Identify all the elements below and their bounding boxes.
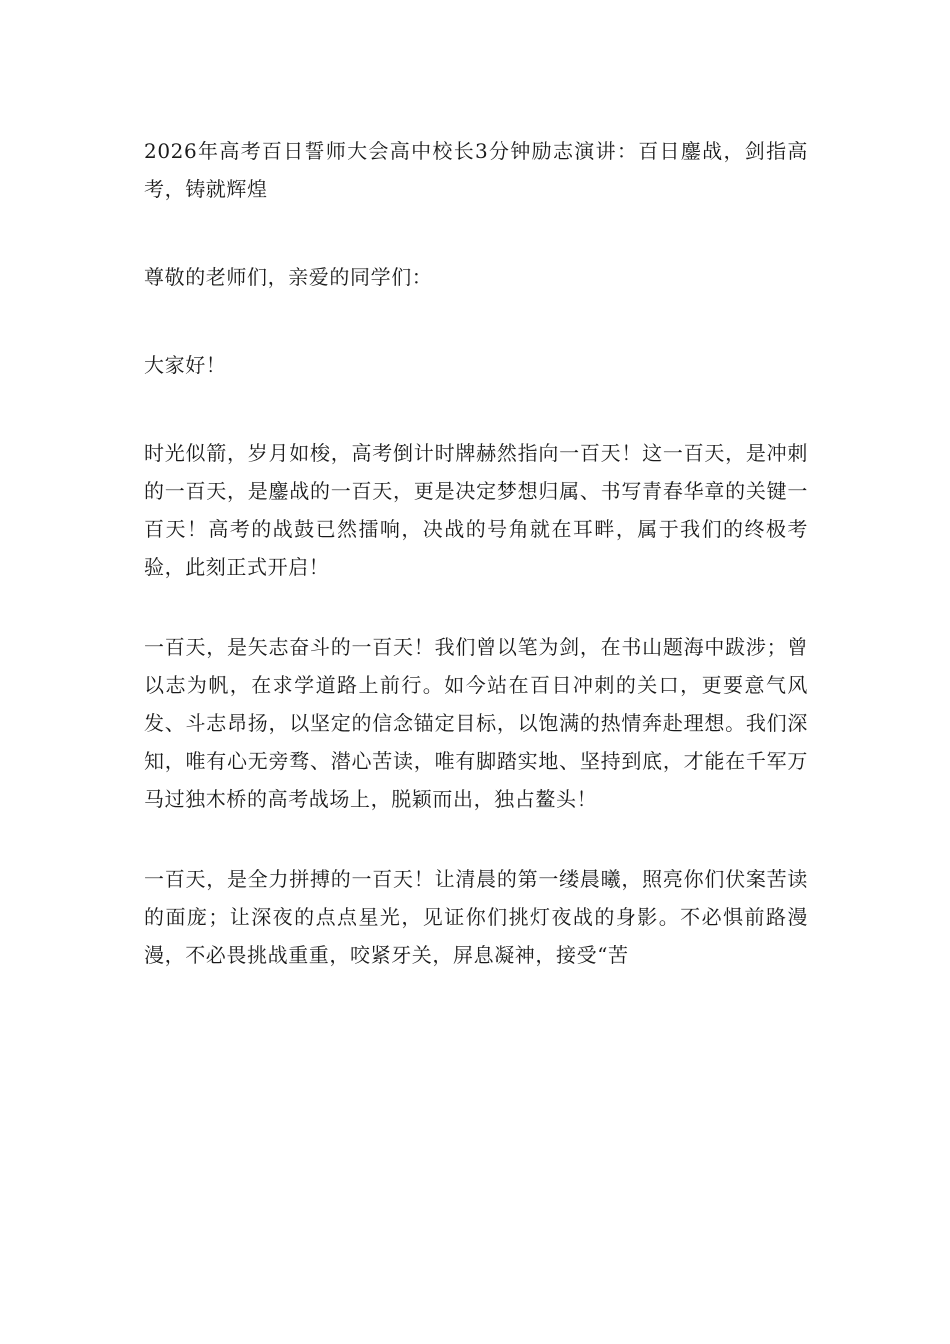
paragraph-2: 一百天，是矢志奋斗的一百天！我们曾以笔为剑，在书山题海中跋涉；曾以志为帆，在求学道路上前行。如今站在百日冲刺的关口，更要意气风发、斗志昂扬，以坚定的信念锚定目标，以饱满的热情奔赴理想。我们深知，唯有心无旁骛、潜心苦读，唯有脚踏实地、坚持到底，才能在千军万马过独木桥的高考战场上，脱颖而出，独占鳌头！ [144, 635, 808, 811]
paragraph-3: 一百天，是全力拼搏的一百天！让清晨的第一缕晨曦，照亮你们伏案苦读的面庞；让深夜的点点星光，见证你们挑灯夜战的身影。不必惧前路漫漫，不必畏挑战重重，咬紧牙关，屏息凝神，接受“苦 [144, 867, 808, 967]
greeting: 大家好！ [144, 353, 227, 377]
salutation: 尊敬的老师们，亲爱的同学们： [144, 265, 433, 289]
document-body [144, 132, 808, 1016]
paragraph-1: 时光似箭，岁月如梭，高考倒计时牌赫然指向一百天！这一百天，是冲刺的一百天，是鏖战的一百天，更是决定梦想归属、书写青春华章的关键一百天！高考的战鼓已然擂响，决战的号角就在耳畔，属于我们的终极考验，此刻正式开启！ [144, 441, 808, 579]
document-title: 2026年高考百日誓师大会高中校长3分钟励志演讲：百日鏖战，剑指高考，铸就辉煌 [144, 139, 808, 201]
